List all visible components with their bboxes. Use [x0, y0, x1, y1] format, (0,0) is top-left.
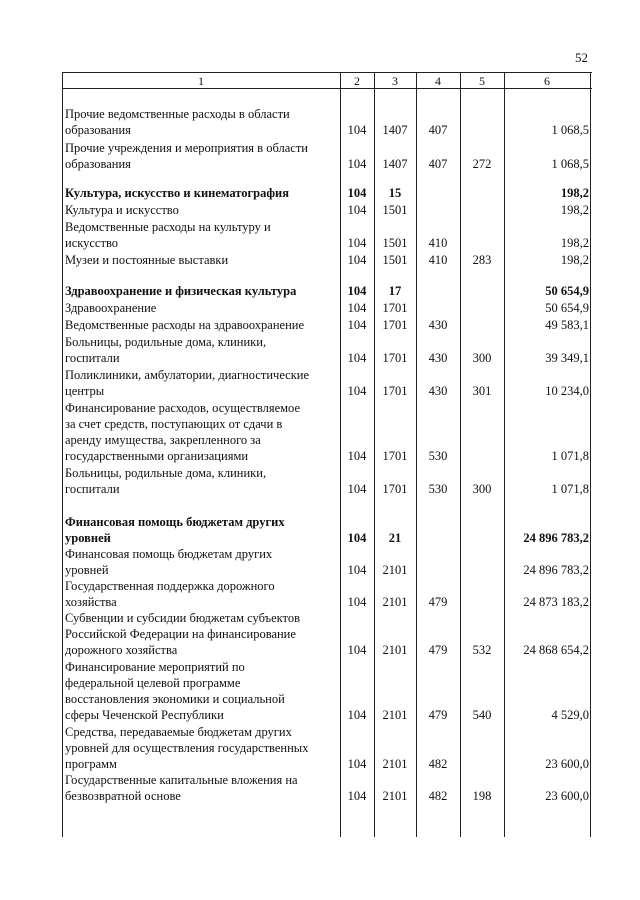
- row-col-4: 530: [428, 482, 448, 496]
- row-description: Здравоохранение и физическая культура: [65, 284, 297, 298]
- row-col-2: 104: [347, 757, 367, 771]
- row-col-3: 1701: [382, 318, 408, 332]
- row-col-5: 272: [472, 157, 492, 171]
- row-col-5: 540: [472, 708, 492, 722]
- row-col-4: 482: [428, 789, 448, 803]
- table-row: [62, 465, 592, 497]
- row-amount: 50 654,9: [545, 301, 589, 315]
- row-col-5: 300: [472, 482, 492, 496]
- row-col-2: 104: [347, 789, 367, 803]
- row-amount: 49 583,1: [545, 318, 589, 332]
- row-col-5: 532: [472, 643, 492, 657]
- row-col-4: 410: [428, 236, 448, 250]
- row-description: Ведомственные расходы на культуру и искусство: [65, 220, 271, 250]
- header-bottom-border: [62, 88, 592, 89]
- row-col-3: 1501: [382, 236, 408, 250]
- table-row: [62, 400, 592, 464]
- row-col-3: 1407: [382, 123, 408, 137]
- row-col-4: 407: [428, 157, 448, 171]
- row-description: Здравоохранение: [65, 301, 157, 315]
- row-description: Прочие учреждения и мероприятия в области образования: [65, 141, 308, 171]
- row-col-4: 479: [428, 708, 448, 722]
- page-number: 52: [575, 50, 588, 65]
- row-description: Ведомственные расходы на здравоохранение: [65, 318, 305, 332]
- row-col-4: 482: [428, 757, 448, 771]
- row-description: Больницы, родильные дома, клиники, госпитали: [65, 466, 267, 496]
- table-row: [62, 185, 592, 201]
- table-row: [62, 300, 592, 316]
- row-description: Субвенции и субсидии бюджетам субъектов Российской Федерации на финансирование дорожного хозяйства: [65, 611, 301, 657]
- row-amount: 1 071,8: [551, 449, 589, 463]
- header-col-1: 1: [198, 74, 204, 88]
- row-amount: 10 234,0: [545, 384, 589, 398]
- row-col-2: 104: [347, 157, 367, 171]
- table-row: [62, 219, 592, 251]
- table-row: [62, 252, 592, 268]
- row-amount: 1 068,5: [551, 123, 589, 137]
- row-col-4: 479: [428, 595, 448, 609]
- row-col-2: 104: [347, 236, 367, 250]
- row-col-2: 104: [347, 186, 367, 200]
- row-col-4: 430: [428, 318, 448, 332]
- row-col-3: 17: [388, 284, 402, 298]
- header-col-3: 3: [392, 74, 398, 88]
- row-col-5: 283: [472, 253, 492, 267]
- table-row: [62, 140, 592, 172]
- table-row: [62, 317, 592, 333]
- row-amount: 1 071,8: [551, 482, 589, 496]
- row-amount: 24 896 783,2: [523, 531, 589, 545]
- row-col-3: 2101: [382, 643, 408, 657]
- budget-table: [62, 72, 592, 837]
- row-description: Финансирование мероприятий по федеральной целевой программе восстановления экономики и социальной сферы Чеченской Республики: [65, 660, 285, 722]
- row-col-5: 301: [472, 384, 492, 398]
- header-col-4: 4: [435, 74, 441, 88]
- row-col-3: 1501: [382, 203, 408, 217]
- row-col-3: 2101: [382, 708, 408, 722]
- row-col-3: 21: [388, 531, 402, 545]
- row-col-2: 104: [347, 449, 367, 463]
- table-row: [62, 578, 592, 610]
- row-col-3: 15: [388, 186, 402, 200]
- table-row: [62, 106, 592, 138]
- row-description: Поликлиники, амбулатории, диагностические центры: [65, 368, 310, 398]
- row-col-5: 300: [472, 351, 492, 365]
- header-col-5: 5: [479, 74, 485, 88]
- row-description: Средства, передаваемые бюджетам других уровней для осуществления государственных программ: [65, 725, 309, 771]
- row-description: Государственная поддержка дорожного хозяйства: [65, 579, 275, 609]
- row-description: Культура и искусство: [65, 203, 179, 217]
- row-amount: 24 896 783,2: [523, 563, 589, 577]
- row-col-2: 104: [347, 351, 367, 365]
- row-col-3: 2101: [382, 595, 408, 609]
- row-col-3: 1501: [382, 253, 408, 267]
- row-col-4: 530: [428, 449, 448, 463]
- row-description: Финансовая помощь бюджетам других уровней: [65, 515, 285, 545]
- row-amount: 24 868 654,2: [523, 643, 589, 657]
- table-row: [62, 610, 592, 658]
- table-row: [62, 514, 592, 546]
- row-col-2: 104: [347, 595, 367, 609]
- row-col-2: 104: [347, 301, 367, 315]
- row-amount: 198,2: [560, 236, 589, 250]
- row-col-2: 104: [347, 531, 367, 545]
- row-amount: 198,2: [560, 253, 589, 267]
- row-col-4: 430: [428, 351, 448, 365]
- row-amount: 4 529,0: [551, 708, 589, 722]
- row-description: Культура, искусство и кинематография: [65, 186, 289, 200]
- row-col-3: 1701: [382, 301, 408, 315]
- table-row: [62, 367, 592, 399]
- row-col-3: 1701: [382, 351, 408, 365]
- row-col-3: 1701: [382, 449, 408, 463]
- table-row: [62, 772, 592, 804]
- row-col-3: 1407: [382, 157, 408, 171]
- row-amount: 23 600,0: [545, 757, 589, 771]
- row-col-2: 104: [347, 643, 367, 657]
- row-col-2: 104: [347, 284, 367, 298]
- row-col-2: 104: [347, 384, 367, 398]
- row-col-3: 2101: [382, 757, 408, 771]
- row-col-2: 104: [347, 203, 367, 217]
- row-description: Финансовая помощь бюджетам других уровней: [65, 547, 273, 577]
- row-col-2: 104: [347, 482, 367, 496]
- row-col-3: 1701: [382, 482, 408, 496]
- row-description: Финансирование расходов, осуществляемое за счет средств, поступающих от сдачи в аренду имущества, закрепленного за государственными организациями: [65, 401, 300, 463]
- row-col-2: 104: [347, 123, 367, 137]
- row-description: Больницы, родильные дома, клиники, госпитали: [65, 335, 267, 365]
- row-amount: 1 068,5: [551, 157, 589, 171]
- row-col-5: 198: [472, 789, 492, 803]
- row-description: Музеи и постоянные выставки: [65, 253, 229, 267]
- row-description: Государственные капитальные вложения на безвозвратной основе: [65, 773, 298, 803]
- table-row: [62, 202, 592, 218]
- row-col-3: 2101: [382, 789, 408, 803]
- row-col-4: 479: [428, 643, 448, 657]
- row-col-2: 104: [347, 563, 367, 577]
- row-amount: 198,2: [560, 203, 589, 217]
- row-col-3: 1701: [382, 384, 408, 398]
- table-row: [62, 659, 592, 723]
- row-amount: 198,2: [560, 186, 589, 200]
- row-col-3: 2101: [382, 563, 408, 577]
- row-col-2: 104: [347, 253, 367, 267]
- header-col-6: 6: [544, 74, 550, 88]
- row-col-4: 407: [428, 123, 448, 137]
- row-description: Прочие ведомственные расходы в области образования: [65, 107, 290, 137]
- header-col-2: 2: [354, 74, 360, 88]
- table-row: [62, 283, 592, 299]
- row-col-4: 430: [428, 384, 448, 398]
- row-amount: 24 873 183,2: [523, 595, 589, 609]
- table-row: [62, 334, 592, 366]
- table-row: [62, 546, 592, 578]
- row-col-2: 104: [347, 708, 367, 722]
- table-top-border: [62, 72, 592, 73]
- row-amount: 50 654,9: [545, 284, 589, 298]
- table-row: [62, 724, 592, 772]
- row-amount: 39 349,1: [545, 351, 589, 365]
- row-col-4: 410: [428, 253, 448, 267]
- row-col-2: 104: [347, 318, 367, 332]
- row-amount: 23 600,0: [545, 789, 589, 803]
